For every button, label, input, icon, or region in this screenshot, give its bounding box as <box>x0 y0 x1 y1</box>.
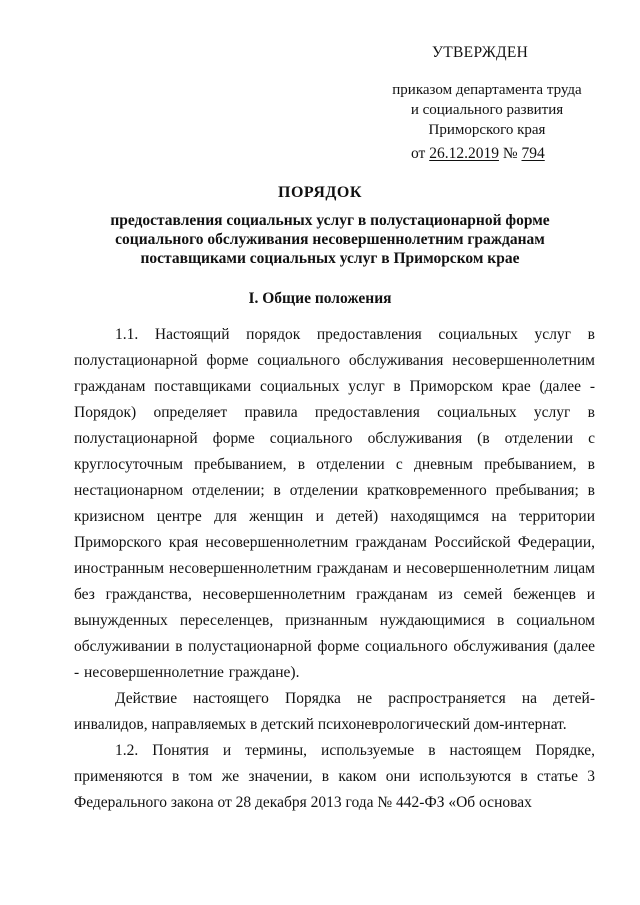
approval-date-line <box>411 145 545 163</box>
approval-date: 26.12.2019 <box>429 145 499 162</box>
paragraph-1-2: 1.2. Понятия и термины, используемые в настоящем Порядке, применяются в том же значении, в каком они используются в статье 3 Федерального закона от 28 декабря 2013 года № 442-ФЗ «Об основах <box>74 742 595 811</box>
approval-issuer-line-3: Приморского края <box>428 122 546 138</box>
approval-date-prefix: от <box>411 145 430 162</box>
section-heading: I. Общие положения <box>248 290 392 307</box>
approval-number-sign: № <box>498 145 522 162</box>
paragraph-1-1: 1.1. Настоящий порядок предоставления социальных услуг в полустационарной форме социального обслуживания несовершеннолетним гражданам поставщиками социальных услуг в Приморском крае (далее - Порядок) определяет правила предоставления социальных услуг в полустационарной форме социального обслуживания (в отделении с круглосуточным пребыванием, в отделении с дневным пребыванием, в нестационарном отделении; в отделении кратковременного пребывания; в кризисном центре для женщин и детей) находящимся на территории Приморского края несовершеннолетним гражданам Российской Федерации, иностранным несовершеннолетним гражданам и несовершеннолетним лицам без гражданства, несовершеннолетним гражданам из семей беженцев и вынужденных переселенцев, признанным нуждающимися в социальном обслуживании в полустационарной форме социального обслуживания (далее - несовершеннолетние граждане). <box>74 326 595 681</box>
approval-issuer <box>372 80 602 140</box>
document-subtitle: предоставления социальных услуг в полустационарной форме социального обслуживания несовершеннолетним гражданам поставщиками социальных услуг в Приморском крае <box>110 212 550 267</box>
approval-issuer-line-2: и социального развития <box>410 102 564 118</box>
approval-issuer-line-1: приказом департамента труда <box>392 82 582 98</box>
paragraph-exclusion: Действие настоящего Порядка не распространяется на детей-инвалидов, направляемых в детский психоневрологический дом-интернат. <box>74 690 595 733</box>
document-title: ПОРЯДОК <box>278 184 362 201</box>
approval-number: 794 <box>521 145 545 162</box>
approval-stamp-heading: УТВЕРЖДЕН <box>432 44 529 61</box>
